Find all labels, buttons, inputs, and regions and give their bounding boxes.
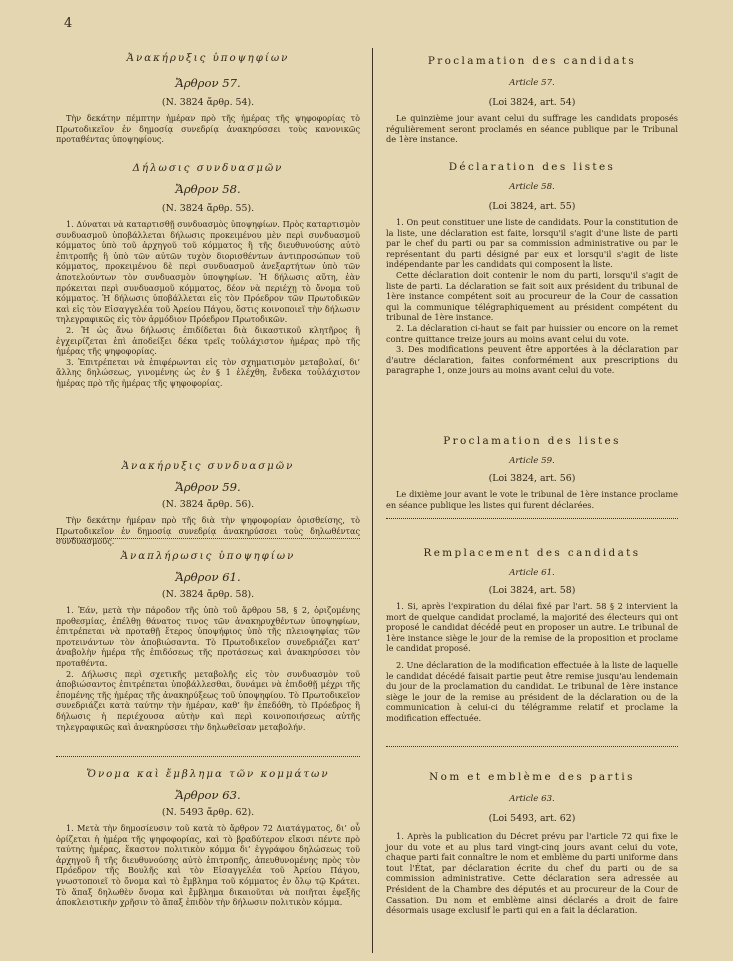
article-title: Ἄρθρον 63. bbox=[175, 788, 241, 802]
law-reference: (Ν. 3824 ἄρθρ. 58). bbox=[161, 589, 255, 600]
law-reference: (Loi 3824, art. 58) bbox=[488, 585, 576, 596]
paragraph: 1. Si, après l'expiration du délai fixé par l'art. 58 § 2 intervient la mort de quelque candidat proclamé, la majorité des électeurs qui ont proposé le candidat décédé peut en proposer un autre. Le tribunal de 1ère instance siège le jour de la remise de la proposition et proclame le candidat proposé. bbox=[386, 601, 678, 654]
article-title: Article 59. bbox=[509, 456, 555, 466]
section-heading: Ἀνακήρυξις ὑποψηφίων bbox=[126, 53, 290, 64]
paragraph: Cette déclaration doit contenir le nom du parti, lorsqu'il s'agit de liste de parti. La déclaration se fait soit aux président du tribunal de 1ère instance compétent soit au procureur de la Cour de cassation qui la communique télégraphiquement au président compétent du tribunal de 1ère instance. bbox=[386, 269, 678, 323]
dotted-separator bbox=[386, 746, 678, 747]
french-section-party-name bbox=[386, 770, 678, 916]
column-divider bbox=[372, 48, 373, 953]
greek-section-replacement bbox=[56, 550, 360, 732]
greek-section-party-name bbox=[56, 768, 360, 908]
paragraph: 1. Ἐάν, μετὰ τὴν πάροδον τῆς ὑπὸ τοῦ ἄρθρου 58, § 2, ὁριζομένης προθεσμίας, ἐπέλθῃ θάνατος τινος τῶν ἀνακηρυχθέντων ὑποψηφίων, ἐπιτρέπεται νὰ προταθῇ ἕτερος ὑποψήφιος ὑπὸ τῆς πλειοψηφίας τῶν προτεινάντων τὸν ἀποβιώσαντα. Τὸ Πρωτοδικεῖον συνεδριάζει κατ’ ἀναβολὴν ἡμέρα τῆς ἐπιδόσεως τῆς προτάσεως καὶ ἀνακηρύσσει τὸν προταθέντα. bbox=[56, 605, 360, 668]
article-title: Article 57. bbox=[509, 78, 555, 88]
greek-section-declaration-lists bbox=[56, 162, 360, 389]
section-heading: Déclaration des listes bbox=[448, 161, 616, 173]
law-reference: (Ν. 3824 ἄρθρ. 54). bbox=[161, 97, 255, 108]
paragraph: 1. On peut constituer une liste de candidats. Pour la constitution de la liste, une déclaration est faite, lorsqu'il s'agit d'une liste de parti par le chef du parti ou par sa commission administrative ou par le représentant du parti désigné par eux et lorsqu'il s'agit de liste indépendante par les candidats qui composent la liste. bbox=[386, 217, 678, 270]
article-title: Ἄρθρον 57. bbox=[175, 76, 241, 90]
paragraph: Le quinzième jour avant celui du suffrage les candidats proposés régulièrement seront proclamés en séance publique par le Tribunal de 1ère instance. bbox=[386, 113, 678, 145]
article-title: Ἄρθρον 59. bbox=[175, 480, 241, 494]
law-reference: (Loi 3824, art. 56) bbox=[488, 473, 576, 484]
section-heading: Proclamation des listes bbox=[443, 435, 621, 447]
greek-section-proclamation-lists bbox=[56, 460, 360, 547]
paragraph: 2. Ἡ ὡς ἄνω δήλωσις ἐπιδίδεται διὰ δικαστικοῦ κλητῆρος ἢ ἐγχειρίζεται ἐπὶ ἀποδείξει δέκα τρεῖς τοὐλάχιστον ἡμέρας πρὸ τῆς ἡμέρας τῆς ψηφοφορίας. bbox=[56, 324, 360, 357]
french-section-proclamation-lists bbox=[386, 434, 678, 510]
law-reference: (Loi 3824, art. 54) bbox=[488, 97, 576, 108]
section-heading: Δήλωσις συνδυασμῶν bbox=[132, 163, 284, 174]
law-reference: (Ν. 5493 ἄρθρ. 62). bbox=[161, 807, 255, 818]
french-section-proclamation-candidates bbox=[386, 54, 678, 145]
law-reference: (Loi 3824, art. 55) bbox=[488, 201, 576, 212]
paragraph: Le dixième jour avant le vote le tribunal de 1ère instance proclame en séance publique les listes qui furent déclarées. bbox=[386, 489, 678, 510]
french-section-declaration-lists bbox=[386, 160, 678, 376]
greek-section-proclamation-candidates bbox=[56, 52, 360, 145]
section-heading: Ἀναπλήρωσις ὑποψηφίων bbox=[120, 551, 296, 562]
paragraph: 1. Après la publication du Décret prévu par l'article 72 qui fixe le jour du vote et au plus tard vingt-cinq jours avant celui du vote, chaque parti fait connaître le nom et emblème du parti uniforme dans tout l'État, par déclaration écrite du chef du parti ou de sa commission administrative. Cette déclaration sera adressée au Président de la Chambre des députés et au procureur de la Cour de Cassation. Du nom et emblème ainsi déclarés a droit de faire désormais usage exclusif le parti qui en a fait la déclaration. bbox=[386, 831, 678, 916]
paragraph: 2. Δήλωσις περὶ σχετικῆς μεταβολῆς εἰς τὸν συνδυασμὸν τοῦ ἀποβιώσαντος ἐπιτρέπεται ὑποβάλλεσθαι, δυνάμει νὰ ἐπιδοθῇ μέχρι τῆς ἐπομένης τῆς ἡμέρας τῆς ἀνακηρύξεως τοῦ ὑποψηφίου. Τὸ Πρωτοδικεῖον συνεδριάζει κατὰ ταύτην τὴν ἡμέραν, καθ’ ἣν ἐπεδόθη, τὸ Πρόεδρος ἢ δήλωσις ἡ περιέχουσα αὐτὴν καὶ περὶ κοινοποιήσεως αὐτῆς τηλεγραφικῶς καὶ ἀνακηρύσσει τὴν δηλωθεῖσαν μεταβολήν. bbox=[56, 668, 360, 732]
section-heading: Ἀνακήρυξις συνδυασμῶν bbox=[121, 461, 295, 472]
section-heading: Remplacement des candidats bbox=[423, 547, 641, 559]
article-title: Article 63. bbox=[509, 794, 555, 804]
paragraph: 1. Δύναται νὰ καταρτισθῇ συνδυασμὸς ὑποψηφίων. Πρὸς καταρτισμὸν συνδυασμοῦ ὑποβάλλεται δήλωσις προκειμένου μὲν περὶ συνδυασμοῦ κόμματος ὑπὸ τοῦ ἀρχηγοῦ τοῦ κόμματος ἢ τῆς διευθυνούσης αὐτὸ ἐπιτροπῆς ἢ ὑπὸ τῶν αὐτῶν τυχὸν διορισθέντων ἀντιπροσώπων τοῦ κόμματος, προκειμένου δὲ περὶ συνδυασμοῦ ἀνεξαρτήτων ὑπὸ τῶν ἀποτελούντων τὸν συνδυασμὸν ὑποψηφίων. Ἡ δήλωσις αὕτη, ἐὰν πρόκειται περὶ συνδυασμοῦ κόμματος, δέον νὰ περιέχῃ τὸ ὄνομα τοῦ κόμματος. Ἡ δήλωσις ὑποβάλλεται εἰς τὸν Πρόεδρον τῶν Πρωτοδικῶν καὶ εἰς τὸν Εἰσαγγελέα τοῦ Ἀρείου Πάγου, ὅστις κοινοποιεῖ τὴν δήλωσιν τηλεγραφικῶς εἰς τὸν ἁρμόδιον Πρόεδρον Πρωτοδικῶν. bbox=[56, 219, 360, 325]
section-heading: Proclamation des candidats bbox=[427, 55, 637, 67]
article-title: Article 61. bbox=[509, 568, 555, 578]
french-section-replacement bbox=[386, 546, 678, 724]
article-title: Ἄρθρον 61. bbox=[175, 570, 241, 584]
section-heading: Ὄνομα καὶ ἔμβλημα τῶν κομμάτων bbox=[86, 769, 330, 780]
paragraph: 2. La déclaration ci-haut se fait par huissier ou encore on la remet contre quittance treize jours au moins avant celui du vote. bbox=[386, 322, 678, 344]
law-reference: (Loi 5493, art. 62) bbox=[488, 813, 576, 824]
paragraph: 2. Une déclaration de la modification effectuée à la liste de laquelle le candidat décédé faisait partie peut être remise jusqu'au lendemain du jour de la proclamation du candidat. Le tribunal de 1ère instance siège le jour de la remise au président de la déclaration ou de la communication à celui-ci du télégramme relatif et proclame la modification effectuée. bbox=[386, 659, 678, 723]
dotted-separator bbox=[386, 518, 678, 519]
section-heading: Nom et emblème des partis bbox=[429, 771, 635, 783]
article-title: Ἄρθρον 58. bbox=[175, 182, 241, 196]
paragraph: Τὴν δεκάτην ἡμέραν πρὸ τῆς διὰ τὴν ψηφοφορίαν ὁρισθείσης, τὸ Πρωτοδικεῖον ἐν δημοσίᾳ συνεδρίᾳ ἀνακηρύσσει τοὺς δηλωθέντας συνδυασμούς. bbox=[56, 515, 360, 547]
paragraph: Τὴν δεκάτην πέμπτην ἡμέραν πρὸ τῆς ἡμέρας τῆς ψηφοφορίας τὸ Πρωτοδικεῖον ἐν δημοσίᾳ συνεδρίᾳ ἀνακηρύσσει τοὺς κανονικῶς προταθέντας ὑποψηφίους. bbox=[56, 113, 360, 145]
paragraph: 1. Μετὰ τὴν δημοσίευσιν τοῦ κατὰ τὸ ἄρθρον 72 Διατάγματος, δι’ οὗ ὁρίζεται ἡ ἡμέρα τῆς ψηφοφορίας, καὶ τὸ βραδύτερον εἴκοσι πέντε πρὸ ταύτης ἡμέρας, ἕκαστον πολιτικὸν κόμμα δι’ ἐγγράφου δηλώσεως τοῦ ἀρχηγοῦ ἢ τῆς διευθυνούσης αὐτὸ ἐπιτροπῆς, ἀπευθυνομένης πρὸς τὸν Πρόεδρον τῆς Βουλῆς καὶ τὸν Εἰσαγγελέα τοῦ Ἀρείου Πάγου, γνωστοποιεῖ τὸ ὄνομα καὶ τὸ ἔμβλημα τοῦ κόμματος ἐν ὅλῳ τῷ Κράτει. Τὸ ἅπαξ δηλωθὲν ὄνομα καὶ ἔμβλημα δικαιοῦται νὰ ποιῆται ἐφεξῆς ἀποκλειστικὴν χρῆσιν τὸ ἅπαξ ἐπιδὸν τὴν δήλωσιν πολιτικὸν κόμμα. bbox=[56, 823, 360, 908]
page-number: 4 bbox=[64, 16, 73, 31]
dotted-separator bbox=[56, 756, 360, 757]
article-title: Article 58. bbox=[509, 182, 555, 192]
law-reference: (Ν. 3824 ἄρθρ. 55). bbox=[161, 203, 255, 214]
dotted-separator bbox=[56, 538, 360, 539]
law-reference: (Ν. 3824 ἄρθρ. 56). bbox=[161, 499, 255, 510]
paragraph: 3. Des modifications peuvent être apportées à la déclaration par d'autre déclaration, faites conformément aux prescriptions du paragraphe 1, onze jours au moins avant celui du vote. bbox=[386, 344, 678, 376]
paragraph: 3. Ἐπιτρέπεται νὰ ἐπιφέρωνται εἰς τὸν σχηματισμὸν μεταβολαί, δι’ ἄλλης δηλώσεως, γινομένης ὡς ἐν § 1 ἐλέχθη, ἕνδεκα τοὐλάχιστον ἡμέρας πρὸ τῆς ἡμέρας τῆς ψηφοφορίας. bbox=[56, 356, 360, 388]
